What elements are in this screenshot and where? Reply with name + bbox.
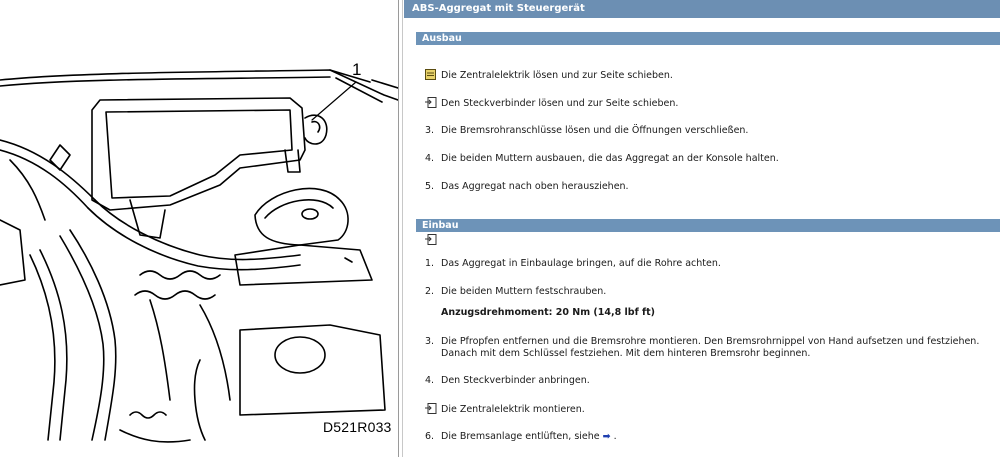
einbau-step: 1. Das Aggregat in Einbaulage bringen, auf die Rohre achten. [425,258,721,269]
ausbau-step: Den Steckverbinder lösen und zur Seite schieben. [425,97,678,112]
einbau-step: 6. Die Bremsanlage entlüften, siehe ➡ . [425,431,617,442]
section-heading-ausbau: Ausbau [416,32,1000,45]
ausbau-step: 3. Die Bremsrohranschlüsse lösen und die Öffnungen verschließen. [425,125,749,136]
callout-number: 1 [352,60,362,79]
einbau-step: 3. Die Pfropfen entfernen und die Bremsrohre montieren. Den Bremsrohrnippel von Hand aufsetzen und festziehen. [425,336,980,347]
reference-icon[interactable] [425,403,441,418]
ausbau-step: 5. Das Aggregat nach oben herausziehen. [425,181,629,192]
reference-link-arrow[interactable]: ➡ [602,431,611,442]
einbau-step: 2. Die beiden Muttern festschrauben. [425,286,607,297]
ausbau-step: 4. Die beiden Muttern ausbauen, die das Aggregat an der Konsole halten. [425,153,779,164]
document-title: ABS-Aggregat mit Steuergerät [404,0,1000,18]
instruction-pane [404,0,1000,457]
pane-divider[interactable] [398,0,399,457]
figure-code: D521R033 [323,419,392,435]
einbau-step: Die Zentralelektrik montieren. [425,403,585,418]
reference-icon[interactable] [425,97,441,112]
note-icon[interactable] [425,69,441,84]
pane-divider-edge [402,0,403,457]
diagram-pane [0,0,398,457]
torque-spec: Anzugsdrehmoment: 20 Nm (14,8 lbf ft) [441,307,656,318]
reference-icon[interactable] [425,234,437,248]
einbau-step: 4. Den Steckverbinder anbringen. [425,375,590,386]
abs-unit-diagram [0,0,398,457]
ausbau-step: Die Zentralelektrik lösen und zur Seite schieben. [425,69,673,84]
einbau-step-continuation: Danach mit dem Schlüssel festziehen. Mit dem hinteren Bremsrohr beginnen. [441,348,811,359]
section-heading-einbau: Einbau [416,219,1000,232]
